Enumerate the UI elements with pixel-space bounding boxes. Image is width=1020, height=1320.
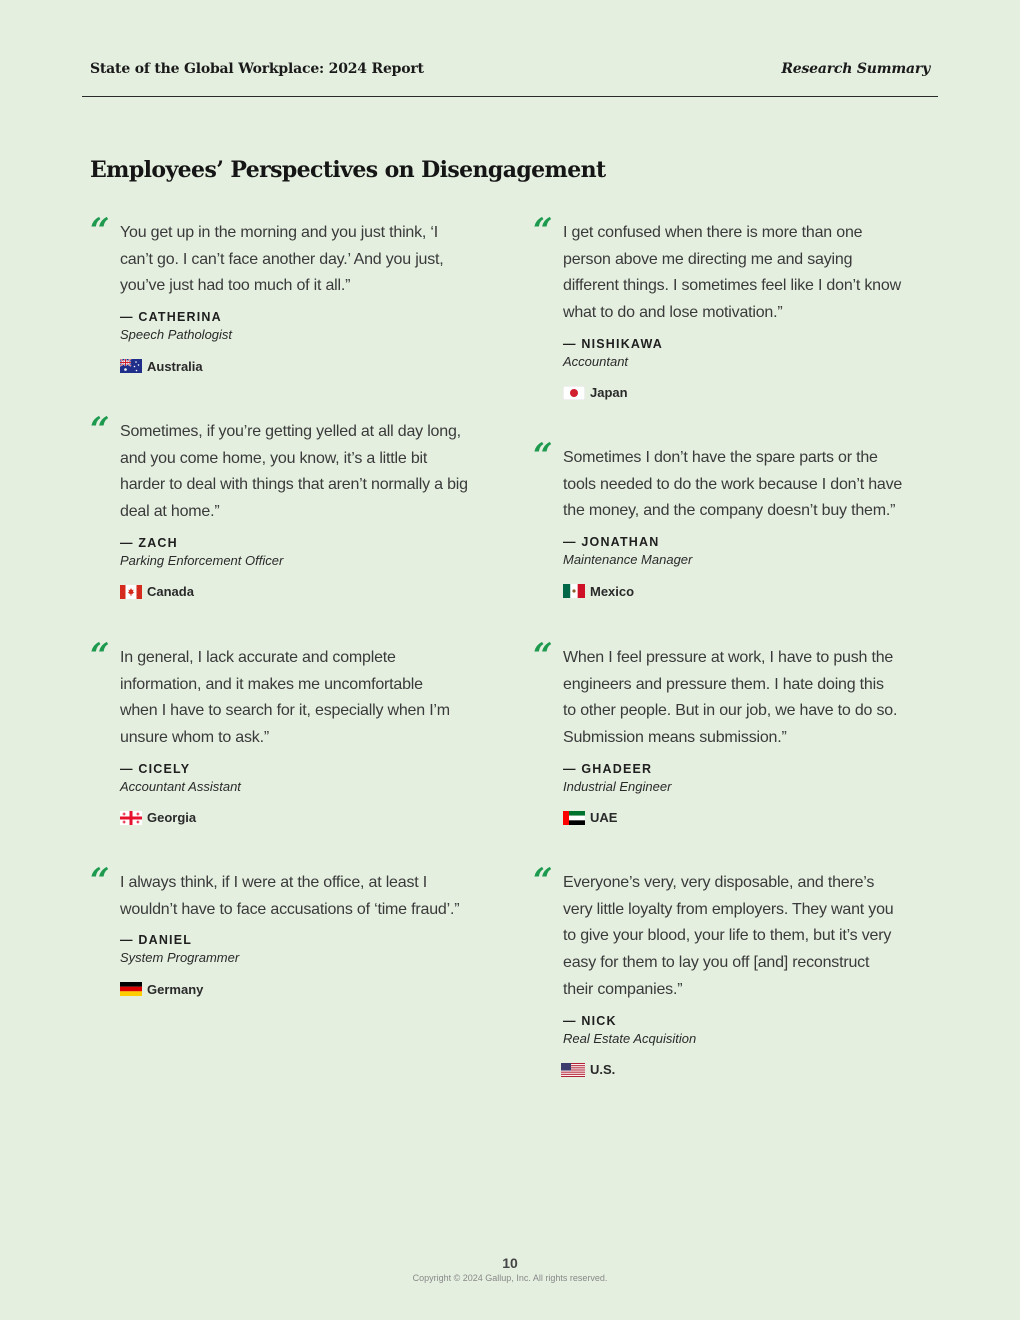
report-title: State of the Global Workplace: 2024 Report: [90, 61, 424, 77]
page-number: 10: [502, 1255, 518, 1271]
quote-role: Maintenance Manager: [563, 552, 693, 568]
country-name: Japan: [590, 385, 628, 401]
quote-mark-icon: “: [90, 636, 110, 676]
country-name: Germany: [147, 981, 204, 997]
uae-flag-icon: [563, 811, 585, 825]
quote-text: Everyone’s very, very disposable, and there’s very little loyalty from employers. They want you to give your blood, your life to them, but it’s very easy for them to lay you off [and] reconstruct their companies.”: [563, 874, 894, 998]
quote-country: [120, 584, 470, 600]
country-name: Mexico: [590, 583, 635, 599]
australia-flag-icon: [120, 359, 142, 373]
quote-role: Real Estate Acquisition: [563, 1030, 697, 1046]
quote-role: System Programmer: [120, 950, 240, 966]
quote-country: [120, 981, 470, 997]
quote-country: [563, 385, 913, 401]
canada-flag-icon: [120, 585, 142, 599]
quote-text: Sometimes I don’t have the spare parts or the tools needed to do the work because I don’t have the money, and the company doesn’t buy them.”: [563, 449, 903, 520]
quote-country: [563, 583, 913, 599]
quote-mark-icon: “: [533, 436, 553, 476]
quote-mark-icon: “: [90, 410, 110, 450]
quote-role: Accountant Assistant: [120, 778, 241, 794]
quote-author: — CATHERINA: [120, 310, 222, 325]
quote-card: [533, 636, 913, 826]
country-name: Georgia: [147, 810, 197, 826]
quote-card: [533, 861, 913, 1078]
quote-country: [563, 810, 913, 826]
quote-card: [533, 211, 913, 401]
quote-country: [120, 358, 470, 374]
quote-role: Accountant: [563, 353, 629, 369]
section-label: Research Summary: [781, 61, 930, 77]
quote-role: Industrial Engineer: [563, 778, 672, 794]
quote-card: [533, 436, 913, 599]
quote-role: Speech Pathologist: [120, 327, 233, 343]
quote-author: — DANIEL: [120, 933, 193, 948]
country-name: Canada: [147, 584, 194, 600]
quote-text: I always think, if I were at the office, at least I wouldn’t have to face accusations of ‘time fraud’.”: [120, 874, 460, 918]
quote-country: [563, 1062, 913, 1078]
quote-author: — NISHIKAWA: [563, 336, 664, 351]
mexico-flag-icon: [563, 584, 585, 598]
quote-mark-icon: “: [90, 861, 110, 901]
quote-card: [90, 211, 470, 374]
quote-author: — GHADEER: [563, 761, 653, 776]
quote-mark-icon: “: [533, 636, 553, 676]
quote-country: [120, 810, 470, 826]
quote-role: Parking Enforcement Officer: [120, 552, 284, 568]
copyright-text: Copyright © 2024 Gallup, Inc. All rights reserved.: [412, 1273, 608, 1283]
quote-author: — ZACH: [120, 535, 178, 550]
quote-text: Sometimes, if you’re getting yelled at all day long, and you come home, you know, it’s a little bit harder to deal with things that aren’t normally a big deal at home.”: [120, 423, 468, 521]
quote-text: I get confused when there is more than one person above me directing me and saying different things. I sometimes feel like I don’t know what to do and lose motivation.”: [563, 224, 901, 322]
country-name: UAE: [590, 810, 618, 826]
quote-text: When I feel pressure at work, I have to push the engineers and pressure them. I hate doing this to other people. But in our job, we have to do so. Submission means submission.”: [563, 649, 898, 747]
usa-flag-icon: [561, 1063, 585, 1077]
germany-flag-icon: [120, 982, 142, 996]
country-name: Australia: [147, 358, 203, 374]
quote-author: — NICK: [563, 1013, 617, 1028]
quote-mark-icon: “: [533, 211, 553, 251]
japan-flag-icon: [563, 386, 585, 400]
quote-text: You get up in the morning and you just think, ‘I can’t go. I can’t face another day.’ And you just, you’ve just had too much of it all.”: [120, 224, 444, 295]
quote-mark-icon: “: [90, 211, 110, 251]
quote-mark-icon: “: [533, 861, 553, 901]
georgia-flag-icon: [120, 811, 142, 825]
quote-author: — CICELY: [120, 761, 191, 776]
quote-card: [90, 636, 470, 826]
country-name: U.S.: [590, 1062, 616, 1078]
quote-card: [90, 861, 470, 997]
page-header: [82, 0, 938, 97]
quote-text: In general, I lack accurate and complete information, and it makes me uncomfortable when I have to search for it, especially when I’m unsure whom to ask.”: [120, 649, 450, 747]
page-title: Employees’ Perspectives on Disengagement: [90, 157, 606, 183]
quote-author: — JONATHAN: [563, 535, 660, 550]
quote-card: [90, 410, 470, 600]
